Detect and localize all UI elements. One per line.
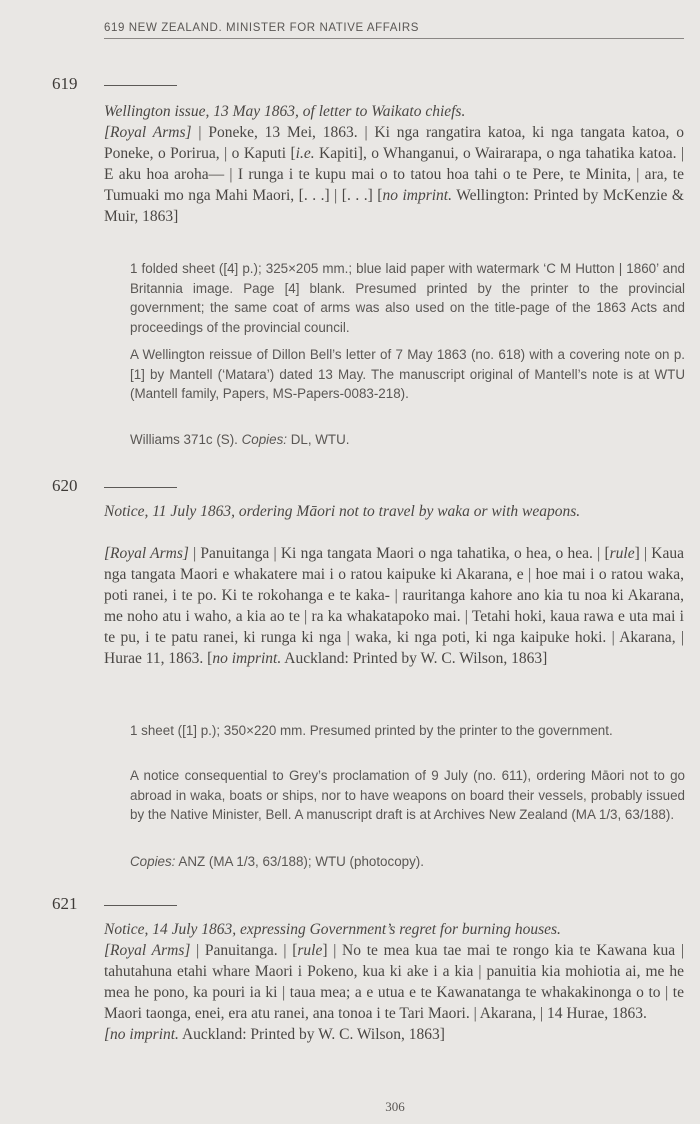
entry-transcription bbox=[104, 543, 684, 669]
entry-rule bbox=[104, 85, 177, 86]
references-copies bbox=[130, 430, 685, 450]
copies-text: DL, WTU. bbox=[287, 432, 350, 447]
transcription-part: Auckland: Printed by W. C. Wilson, 1863] bbox=[178, 1026, 445, 1043]
transcription-part: [Royal Arms] bbox=[104, 942, 191, 959]
copies-label: Copies: bbox=[130, 854, 176, 869]
entry-number: 620 bbox=[52, 476, 78, 495]
entry-title: Notice, 14 July 1863, expressing Government’s regret for burning houses. bbox=[104, 921, 561, 938]
entry-rule bbox=[104, 487, 177, 488]
transcription-part: Wellington: Printed by McKenzie & Muir, 1863] bbox=[104, 187, 684, 225]
reference-text: Williams 371c (S). bbox=[130, 432, 242, 447]
entry-title: Notice, 11 July 1863, ordering Māori not to travel by waka or with weapons. bbox=[104, 503, 581, 520]
copies-label: Copies: bbox=[241, 432, 288, 447]
physical-description: 1 sheet ([1] p.); 350×220 mm. Presumed printed by the printer to the government. bbox=[130, 723, 613, 738]
physical-description: 1 folded sheet ([4] p.); 325×205 mm.; blue laid paper with watermark ‘C M Hutton | 1860’ and Britannia image. Page [4] blank. Presumed printed by the printer to the provincial government; the same coat of arms was also used on the title-page of the 1863 Acts and proceedings of the provincial council. bbox=[130, 261, 685, 335]
transcription-part: i.e. bbox=[295, 145, 315, 162]
entry-number: 621 bbox=[52, 894, 78, 913]
entry-commentary: A Wellington reissue of Dillon Bell’s letter of 7 May 1863 (no. 618) with a covering note on p. [1] by Mantell (‘Matara’) dated 13 May. The manuscript original of Mantell’s note is at WTU (Mantell family, Papers, MS-Papers-0083-218). bbox=[130, 347, 685, 401]
page-number: 306 bbox=[385, 1099, 405, 1114]
transcription-part: rule bbox=[609, 545, 635, 562]
entry-transcription bbox=[104, 122, 684, 227]
transcription-part: [no imprint. bbox=[104, 1026, 179, 1043]
transcription-part: no imprint. bbox=[382, 187, 452, 204]
transcription-part: ] | No te mea kua tae mai te rongo kia te Kawana kua | tahutahuna etahi whare Maori i Pokeno, kua ki ake i a kia | panuitia kia mohiotia ai, me he mea he pono, ka pouri ia ki | taua mea; a e utua e te Kawanatanga te whakakinonga o to | te Maori taonga, enei, era atu ranei, ana tonoa i te Tari Maori. | Akarana, | 14 Hurae, 1863. bbox=[104, 942, 684, 1022]
transcription-part: | Panuitanga. | [ bbox=[190, 942, 298, 959]
entry-rule bbox=[104, 905, 177, 906]
entry-commentary: A notice consequential to Grey’s proclamation of 9 July (no. 611), ordering Māori not to go abroad in waka, boats or ships, nor to have weapons on board their vessels, probably issued by the Native Minister, Bell. A manuscript draft is at Archives New Zealand (MA 1/3, 63/188). bbox=[130, 768, 685, 822]
transcription-part: Auckland: Printed by W. C. Wilson, 1863] bbox=[281, 650, 548, 667]
transcription-part: Kapiti], o Whanganui, o Wairarapa, o nga tahatika katoa. | E aku hoa aroha— | I runga i te kupu mai o to tatou hoa tahi o te Pere, te Minita, | ara, te Tumuaki mo nga Mahi Maori, [. . .] | [. . .] [ bbox=[104, 145, 684, 204]
transcription-part: | Panuitanga | Ki nga tangata Maori o nga tahatika, o hea, o hea. | [ bbox=[188, 545, 610, 562]
transcription-part: | Poneke, 13 Mei, 1863. | Ki nga rangatira katoa, ki nga tangata katoa, o Poneke, o Porirua, | o Kaputi [ bbox=[104, 124, 684, 162]
entry-number: 619 bbox=[52, 74, 78, 93]
entry-title: Wellington issue, 13 May 1863, of letter to Waikato chiefs. bbox=[104, 103, 466, 120]
running-head: 619 NEW ZEALAND. MINISTER FOR NATIVE AFFAIRS bbox=[104, 22, 684, 39]
transcription-part: ] | Kaua nga tangata Maori e whakatere mai i o ratou kaipuke ki Akarana, e | hoe mai i o ratou waka, poti ranei, i te po. Ki te rokohanga e te kaka- | rauritanga kahore ano kia tu noa ki Akarana, me noho atu i waho, a kia ao te | ra ka whakatapoko mai. | Tetahi hoki, kaua rawa e uta mai i te pu, i te patu ranei, ki runga ki nga | waka, ki nga poti, ki nga kaipuke hoki. | Akarana, | Hurae 11, 1863. [ bbox=[104, 545, 685, 667]
transcription-part: [Royal Arms] bbox=[104, 545, 189, 562]
references-copies bbox=[130, 852, 685, 872]
transcription-part: no imprint. bbox=[212, 650, 282, 667]
transcription-part: [Royal Arms] bbox=[104, 124, 192, 141]
copies-text: ANZ (MA 1/3, 63/188); WTU (photocopy). bbox=[175, 854, 424, 869]
transcription-part: rule bbox=[297, 942, 323, 959]
entry-transcription bbox=[104, 940, 684, 1045]
